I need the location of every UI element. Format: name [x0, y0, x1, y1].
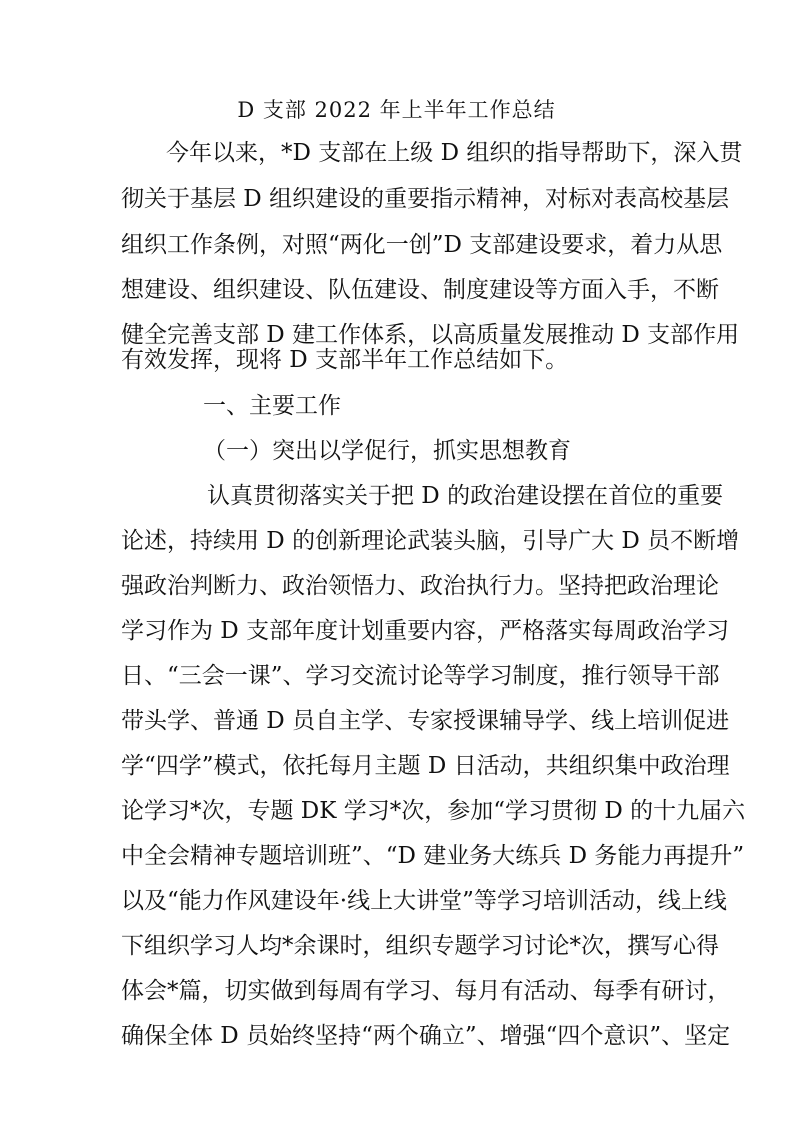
section-heading: 一、主要工作 [203, 393, 341, 419]
paragraph-line: 学“四学”模式，依托每月主题 D 日活动，共组织集中政治理 [121, 753, 730, 779]
paragraph-line: 今年以来，*D 支部在上级 D 组织的指导帮助下，深入贯 [166, 140, 743, 166]
subsection-heading: （一）突出以学促行，抓实思想教育 [203, 438, 571, 464]
paragraph-line: 以及“能力作风建设年·线上大讲堂”等学习培训活动，线上线 [121, 888, 727, 914]
document-title: D 支部 2022 年上半年工作总结 [237, 98, 556, 122]
paragraph-line: 论学习*次，专题 DK 学习*次，参加“学习贯彻 D 的十九届六 [121, 798, 746, 824]
paragraph-line: 体会*篇，切实做到每周有学习、每月有活动、每季有研讨， [121, 978, 731, 1004]
paragraph-line: 带头学、普通 D 员自主学、专家授课辅导学、线上培训促进 [121, 708, 730, 734]
paragraph-line: 有效发挥，现将 D 支部半年工作总结如下。 [121, 347, 569, 373]
paragraph-line: 确保全体 D 员始终坚持“两个确立”、增强“四个意识”、坚定 [121, 1023, 731, 1049]
paragraph-line: 组织工作条例，对照“两化一创”D 支部建设要求，着力从思 [121, 232, 723, 258]
paragraph-line: 日、“三会一课”、学习交流讨论等学习制度，推行领导干部 [121, 663, 720, 689]
paragraph-line: 认真贯彻落实关于把 D 的政治建设摆在首位的重要 [207, 483, 724, 509]
paragraph-line: 强政治判断力、政治领悟力、政治执行力。坚持把政治理论 [121, 573, 719, 599]
paragraph-line: 学习作为 D 支部年度计划重要内容，严格落实每周政治学习 [121, 618, 730, 644]
paragraph-line: 彻关于基层 D 组织建设的重要指示精神，对标对表高校基层 [121, 186, 730, 212]
paragraph-line: 健全完善支部 D 建工作体系，以高质量发展推动 D 支部作用 [121, 322, 740, 348]
paragraph-line: 想建设、组织建设、队伍建设、制度建设等方面入手，不断 [121, 277, 719, 303]
paragraph-line: 论述，持续用 D 的创新理论武装头脑，引导广大 D 员不断增 [121, 528, 740, 554]
paragraph-line: 中全会精神专题培训班”、“D 建业务大练兵 D 务能力再提升” [121, 843, 745, 869]
paragraph-line: 下组织学习人均*余课时，组织专题学习讨论*次，撰写心得 [121, 933, 719, 959]
